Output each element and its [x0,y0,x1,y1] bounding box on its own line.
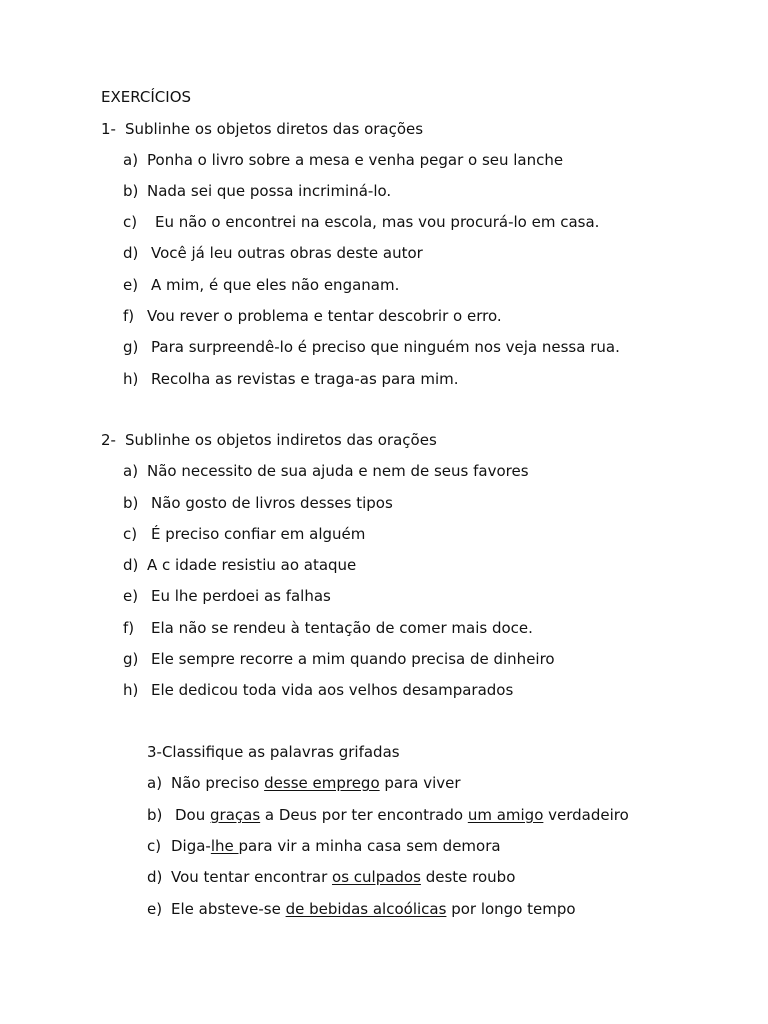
item-text: Ele dedicou toda vida aos velhos desamparados [151,681,514,699]
text-part: Diga- [171,837,211,855]
underlined-text: os culpados [332,868,421,886]
item-text: Nada sei que possa incriminá-lo. [147,182,392,200]
underlined-text: graças [210,806,261,824]
item-text: Para surpreendê-lo é preciso que ninguém nos veja nessa rua. [151,338,620,356]
section-2-number: 2- [101,431,116,449]
section-1-heading: Sublinhe os objetos diretos das orações [125,120,424,138]
item-text [171,837,501,855]
item-label: f) [123,307,135,325]
item-text: A c idade resistiu ao ataque [147,556,357,574]
item-label: d) [123,244,139,262]
document-title: EXERCÍCIOS [101,88,192,106]
item-label: g) [123,338,139,356]
item-text [171,774,461,792]
text-part: para viver [379,774,461,792]
item-text [171,868,515,886]
section-1-number: 1- [101,120,116,138]
section-2-heading: Sublinhe os objetos indiretos das orações [125,431,437,449]
item-text: Eu lhe perdoei as falhas [151,587,331,605]
item-label: h) [123,370,139,388]
item-label: e) [123,587,139,605]
item-text: Ele sempre recorre a mim quando precisa de dinheiro [151,650,555,668]
item-label: f) [123,619,135,637]
item-text [171,900,576,918]
item-text: Eu não o encontrei na escola, mas vou procurá-lo em casa. [155,213,600,231]
item-text: Ponha o livro sobre a mesa e venha pegar o seu lanche [147,151,564,169]
item-text [175,806,629,824]
item-label: a) [147,774,163,792]
item-label: c) [147,837,162,855]
item-label: d) [147,868,163,886]
text-part: Dou [175,806,211,824]
item-text: Vou rever o problema e tentar descobrir o erro. [147,307,502,325]
item-text: A mim, é que eles não enganam. [151,276,400,294]
text-part: para vir a minha casa sem demora [238,837,501,855]
text-part: deste roubo [420,868,516,886]
item-text: Não necessito de sua ajuda e nem de seus favores [147,462,529,480]
text-part: Vou tentar encontrar [171,868,333,886]
text-part: Ele absteve-se [171,900,286,918]
item-label: b) [123,494,139,512]
underlined-text: de bebidas alcoólicas [285,900,447,918]
item-label: g) [123,650,139,668]
text-part: a Deus por ter encontrado [260,806,468,824]
section-3-heading: 3-Classifique as palavras grifadas [147,743,400,761]
item-label: c) [123,525,138,543]
text-part: verdadeiro [543,806,629,824]
underlined-text: um amigo [467,806,544,824]
item-label: b) [123,182,139,200]
item-text: Você já leu outras obras deste autor [151,244,423,262]
item-label: c) [123,213,138,231]
item-text: É preciso confiar em alguém [151,525,366,543]
text-part: por longo tempo [446,900,576,918]
item-label: e) [147,900,163,918]
item-label: d) [123,556,139,574]
item-text: Não gosto de livros desses tipos [151,494,393,512]
item-label: a) [123,462,139,480]
item-label: e) [123,276,139,294]
item-text: Ela não se rendeu à tentação de comer mais doce. [151,619,533,637]
item-text: Recolha as revistas e traga-as para mim. [151,370,459,388]
item-label: b) [147,806,163,824]
item-label: a) [123,151,139,169]
text-part: Não preciso [171,774,265,792]
underlined-text: desse emprego [264,774,380,792]
underlined-text: lhe [210,837,239,855]
item-label: h) [123,681,139,699]
